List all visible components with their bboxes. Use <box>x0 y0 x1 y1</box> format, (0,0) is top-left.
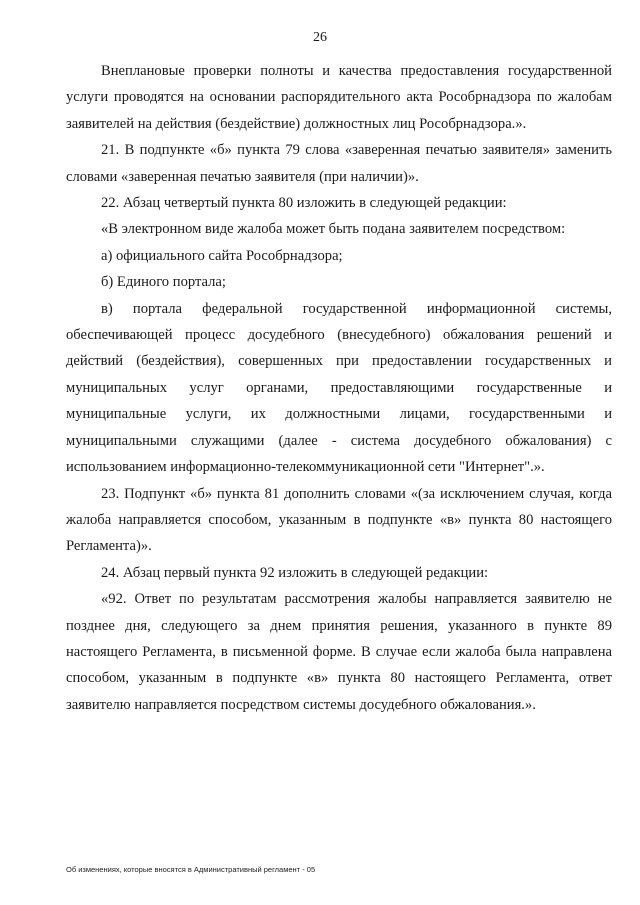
paragraph-sub-a: а) официального сайта Рособрнадзора; <box>101 247 343 264</box>
paragraph-sub-b: б) Единого портала; <box>101 274 226 291</box>
footer-note: Об изменениях, которые вносятся в Административный регламент - 05 <box>66 865 316 874</box>
paragraph-unscheduled-inspections: Внеплановые проверки полноты и качества предоставления государственной услуги проводятся на основании распорядительного акта Рособрнадзора по жалобам заявителей на действия (бездействие) должностных лиц Рособрнадзора.». <box>66 63 612 132</box>
paragraph-sub-v: в) портала федеральной государственной информационной системы, обеспечивающей процесс досудебного (внесудебного) обжалования решений и действий (бездействия), совершенных при предоставлении государственных и муниципальных услуг органами, предоставляющими государственные и муниципальные услуги, их должностными лицами, государственными и муниципальными служащими (далее - система досудебного обжалования) с использованием информационно-телекоммуникационной сети "Интернет".». <box>66 300 612 476</box>
paragraph-electronic-complaint: «В электронном виде жалоба может быть подана заявителем посредством: <box>101 221 566 238</box>
paragraph-item-22: 22. Абзац четвертый пункта 80 изложить в следующей редакции: <box>101 195 507 212</box>
document-body <box>66 58 612 718</box>
paragraph-item-23: 23. Подпункт «б» пункта 81 дополнить словами «(за исключением случая, когда жалоба направляется способом, указанным в подпункте «в» пункта 80 настоящего Регламента)». <box>66 485 612 555</box>
paragraph-item-21: 21. В подпункте «б» пункта 79 слова «заверенная печатью заявителя» заменить словами «заверенная печатью заявителя (при наличии)». <box>66 142 612 185</box>
paragraph-item-24: 24. Абзац первый пункта 92 изложить в следующей редакции: <box>101 564 489 581</box>
paragraph-item-92: «92. Ответ по результатам рассмотрения жалобы направляется заявителю не позднее дня, следующего за днем принятия решения, указанного в пункте 89 настоящего Регламента, в письменной форме. В случае если жалоба была направлена способом, указанным в подпункте «в» пункта 80 настоящего Регламента, ответ заявителю направляется посредством системы досудебного обжалования.». <box>66 591 612 713</box>
page-number: 26 <box>313 30 327 45</box>
